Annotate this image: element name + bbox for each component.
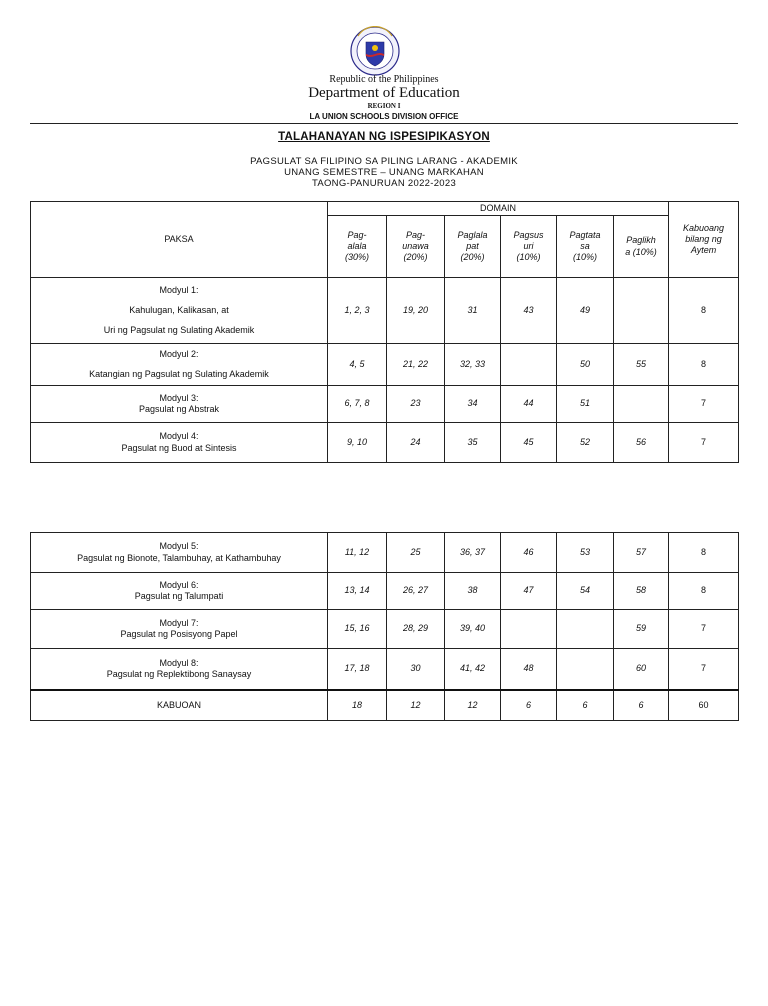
item-cell: 15, 16 — [328, 610, 387, 649]
deped-seal-icon — [350, 26, 400, 76]
item-cell: 24 — [387, 423, 445, 463]
document-title: TALAHANAYAN NG ISPESIPIKASYON — [278, 131, 490, 143]
subject-line: PAGSULAT SA FILIPINO SA PILING LARANG - AKADEMIK — [250, 156, 518, 167]
specification-table-part2 — [30, 532, 739, 721]
item-cell: 57 — [614, 533, 669, 573]
item-cell: 36, 37 — [445, 533, 501, 573]
col-paglalapat: Paglala pat (20%) — [445, 216, 501, 278]
item-cell: 45 — [501, 423, 557, 463]
item-cell: 43 — [501, 278, 557, 344]
sum-cell: 6 — [501, 690, 557, 721]
sum-cell: 12 — [445, 690, 501, 721]
total-cell: 7 — [669, 649, 739, 690]
col-pag-alala: Pag- alala (30%) — [328, 216, 387, 278]
topic-cell: Modyul 6: Pagsulat ng Talumpati — [31, 573, 328, 610]
item-cell: 25 — [387, 533, 445, 573]
item-cell: 56 — [614, 423, 669, 463]
table-row — [31, 573, 739, 610]
domain-header: DOMAIN — [328, 202, 669, 216]
topic-cell: Modyul 3: Pagsulat ng Abstrak — [31, 386, 328, 423]
item-cell — [614, 386, 669, 423]
item-cell: 6, 7, 8 — [328, 386, 387, 423]
item-cell — [557, 649, 614, 690]
sum-cell: 18 — [328, 690, 387, 721]
item-cell: 23 — [387, 386, 445, 423]
item-cell: 38 — [445, 573, 501, 610]
republic-line: Republic of the Philippines — [329, 74, 439, 85]
item-cell: 49 — [557, 278, 614, 344]
kabuoan-label: KABUOAN — [31, 690, 328, 721]
item-cell: 51 — [557, 386, 614, 423]
item-cell: 50 — [557, 344, 614, 386]
table-row — [31, 344, 739, 386]
topic-cell: Modyul 1: Kahulugan, Kalikasan, at Uri ng Pagsulat ng Sulating Akademik — [31, 278, 328, 344]
col-pag-unawa: Pag- unawa (20%) — [387, 216, 445, 278]
total-cell: 7 — [669, 610, 739, 649]
item-cell — [614, 278, 669, 344]
col-pagsusuri: Pagsus uri (10%) — [501, 216, 557, 278]
item-cell: 54 — [557, 573, 614, 610]
total-cell: 8 — [669, 573, 739, 610]
item-cell: 21, 22 — [387, 344, 445, 386]
item-cell: 44 — [501, 386, 557, 423]
item-cell: 58 — [614, 573, 669, 610]
total-cell: 8 — [669, 344, 739, 386]
region-line: REGION I — [367, 102, 401, 110]
table-row — [31, 386, 739, 423]
item-cell: 1, 2, 3 — [328, 278, 387, 344]
item-cell: 55 — [614, 344, 669, 386]
item-cell: 30 — [387, 649, 445, 690]
item-cell — [501, 610, 557, 649]
item-cell: 52 — [557, 423, 614, 463]
item-cell: 26, 27 — [387, 573, 445, 610]
item-cell: 11, 12 — [328, 533, 387, 573]
topic-cell: Modyul 7: Pagsulat ng Posisyong Papel — [31, 610, 328, 649]
division-office: LA UNION SCHOOLS DIVISION OFFICE — [309, 112, 459, 121]
item-cell: 19, 20 — [387, 278, 445, 344]
paksa-header: PAKSA — [31, 202, 328, 278]
item-cell — [557, 610, 614, 649]
item-cell: 39, 40 — [445, 610, 501, 649]
school-year-line: TAONG-PANURUAN 2022-2023 — [311, 178, 457, 189]
item-cell: 53 — [557, 533, 614, 573]
sum-cell: 6 — [557, 690, 614, 721]
total-items-header: Kabuoang bilang ng Aytem — [669, 202, 739, 278]
table-row — [31, 610, 739, 649]
topic-cell: Modyul 2: Katangian ng Pagsulat ng Sulating Akademik — [31, 344, 328, 386]
item-cell: 13, 14 — [328, 573, 387, 610]
specification-table-part1 — [30, 201, 739, 463]
col-paglikha: Paglikh a (10%) — [614, 216, 669, 278]
total-cell: 8 — [669, 278, 739, 344]
total-cell: 7 — [669, 423, 739, 463]
item-cell: 60 — [614, 649, 669, 690]
table-row — [31, 533, 739, 573]
table-row — [31, 278, 739, 344]
col-pagtatasa: Pagtata sa (10%) — [557, 216, 614, 278]
item-cell — [501, 344, 557, 386]
topic-cell: Modyul 5: Pagsulat ng Bionote, Talambuhay, at Kathambuhay — [31, 533, 328, 573]
item-cell: 28, 29 — [387, 610, 445, 649]
item-cell: 34 — [445, 386, 501, 423]
semester-line: UNANG SEMESTRE – UNANG MARKAHAN — [284, 167, 484, 178]
total-cell: 8 — [669, 533, 739, 573]
topic-cell: Modyul 8: Pagsulat ng Replektibong Sanaysay — [31, 649, 328, 690]
item-cell: 4, 5 — [328, 344, 387, 386]
total-row — [31, 690, 739, 721]
header-divider — [30, 123, 738, 124]
item-cell: 46 — [501, 533, 557, 573]
item-cell: 48 — [501, 649, 557, 690]
item-cell: 35 — [445, 423, 501, 463]
item-cell: 41, 42 — [445, 649, 501, 690]
total-cell: 7 — [669, 386, 739, 423]
item-cell: 59 — [614, 610, 669, 649]
grand-total-cell: 60 — [669, 690, 739, 721]
table-row — [31, 423, 739, 463]
item-cell: 32, 33 — [445, 344, 501, 386]
sum-cell: 12 — [387, 690, 445, 721]
item-cell: 9, 10 — [328, 423, 387, 463]
item-cell: 31 — [445, 278, 501, 344]
item-cell: 17, 18 — [328, 649, 387, 690]
topic-cell: Modyul 4: Pagsulat ng Buod at Sintesis — [31, 423, 328, 463]
sum-cell: 6 — [614, 690, 669, 721]
table-row — [31, 649, 739, 690]
department-name: Department of Education — [308, 85, 460, 101]
item-cell: 47 — [501, 573, 557, 610]
